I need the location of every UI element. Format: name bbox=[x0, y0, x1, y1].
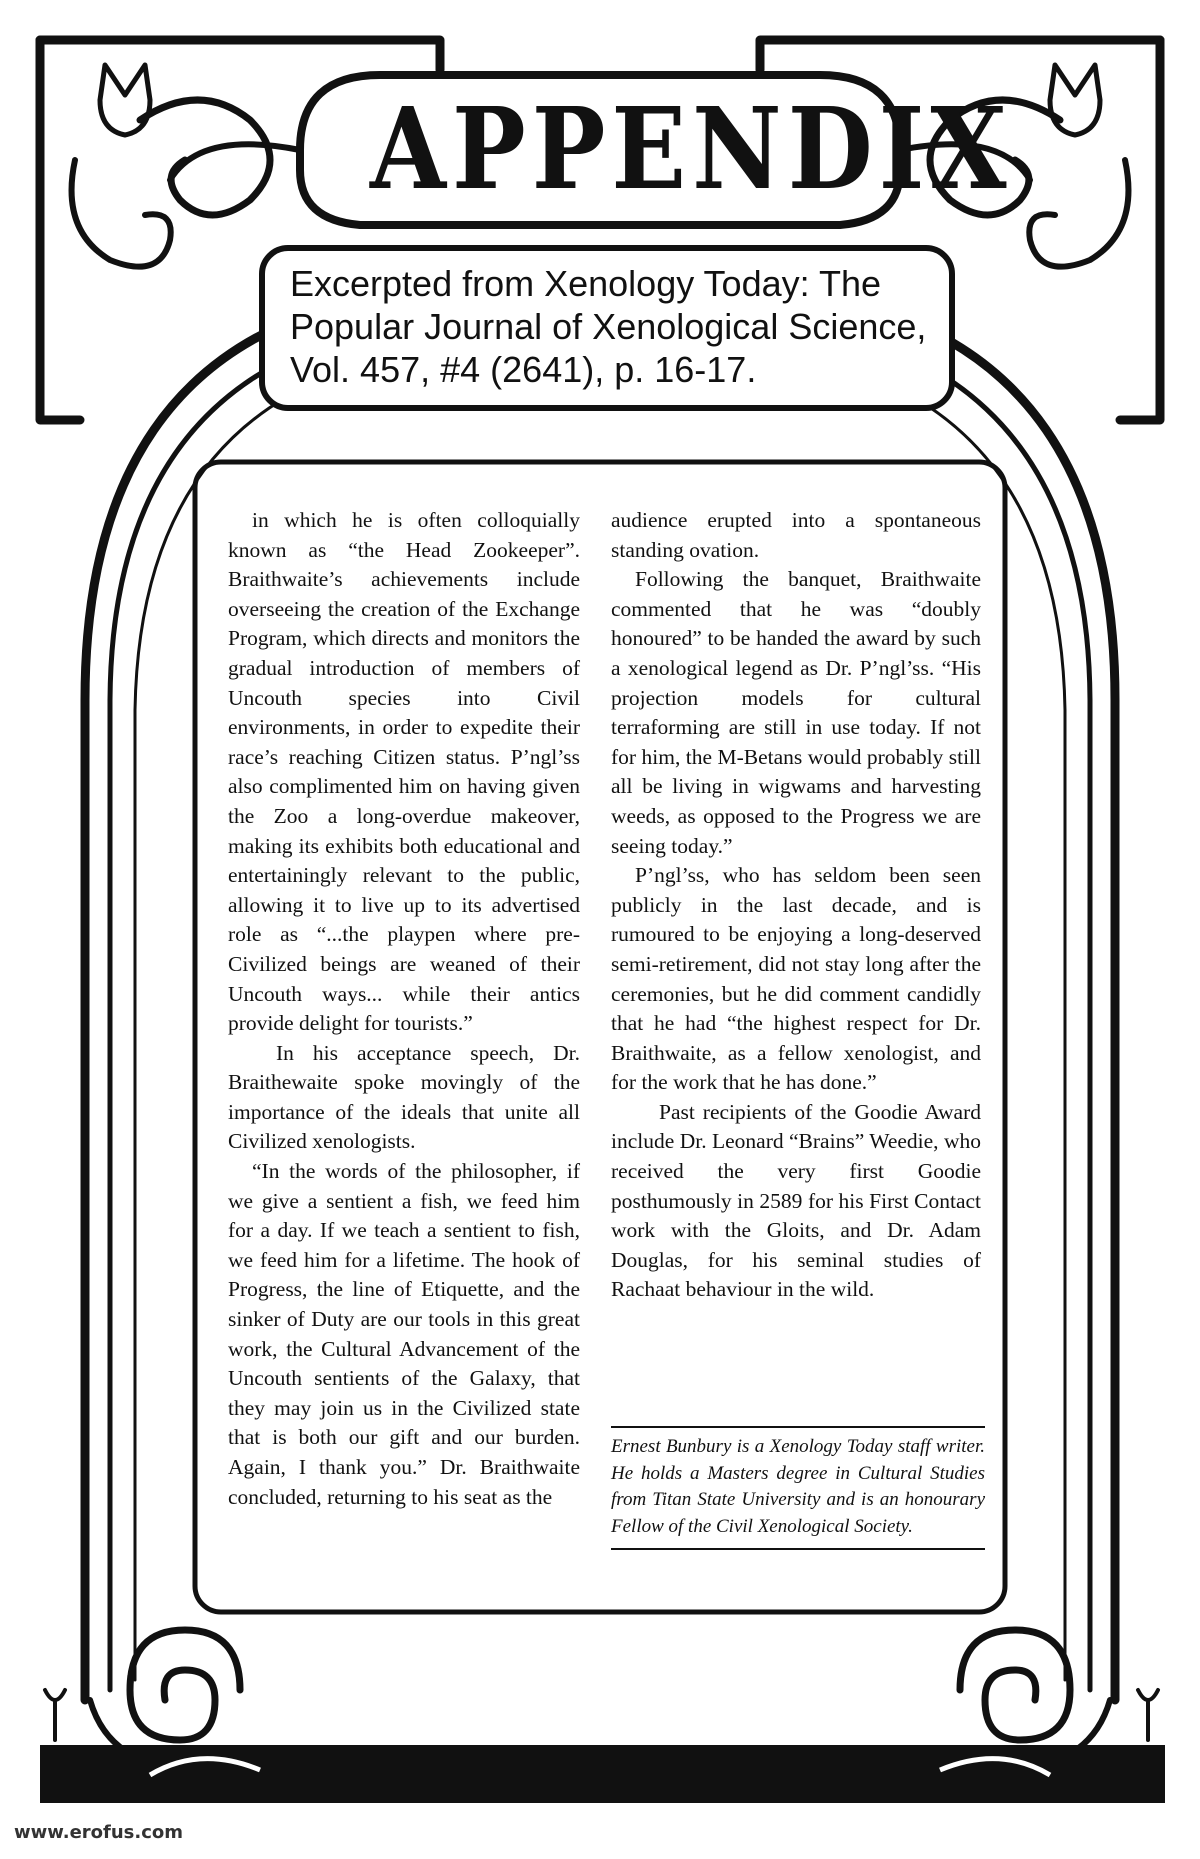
paragraph: Past recipients of the Goodie Award include Dr. Leonard “Brains” Weedie, who received the very first Goodie posthumously in 2589 for his First Contact work with the Gloits, and Dr. Adam Douglas, for his seminal studies of Rachaat behaviour in the wild. bbox=[611, 1099, 981, 1302]
paragraph: In his acceptance speech, Dr. Braithewaite spoke movingly of the importance of the ideals that unite all Civilized xenologists. bbox=[228, 1040, 580, 1154]
watermark: www.erofus.com bbox=[10, 1822, 187, 1843]
paragraph: Following the banquet, Braithwaite commented that he was “doubly honoured” to be handed the award by such a xenological legend as Dr. P’ngl’ss. “His projection models for cultural terraforming are still in use today. If not for him, the M-Betans would probably still all be living in wigwams and harvesting weeds, as opposed to the Progress we are seeing today.” bbox=[611, 567, 981, 858]
source-citation bbox=[290, 262, 950, 391]
page-title: APPENDIX bbox=[370, 83, 1013, 216]
paragraph: “In the words of the philosopher, if we give a sentient a fish, we feed him for a day. If we teach a sentient to fish, we feed him for a lifetime. The hook of Progress, the line of Etiquette, and the sinker of Duty are our tools in this great work, the Cultural Advancement of the Uncouth sentients of the Galaxy, that they may join us in the Civilized state that is both our gift and our burden. Again, I thank you.” Dr. Braithwaite concluded, returning to his seat as the bbox=[228, 1159, 580, 1509]
article-column-left bbox=[228, 506, 580, 1512]
author-bio: Ernest Bunbury is a Xenology Today staff writer. He holds a Masters degree in Cultural Studies from Titan State University and is an honourary Fellow of the Civil Xenological Society. bbox=[611, 1426, 985, 1550]
paragraph: P’ngl’ss, who has seldom been seen publicly in the last decade, and is rumoured to be enjoying a long-deserved semi-retirement, did not stay long after the ceremonies, but he did comment candidly that he had “the highest respect for Dr. Braithwaite, as a fellow xenologist, and for the work that he has done.” bbox=[611, 863, 981, 1095]
citation-line: Popular Journal of Xenological Science, bbox=[290, 306, 927, 347]
paragraph: in which he is often colloquially known as “the Head Zookeeper”. Braithwaite’s achievements include overseeing the creation of the Exchange Program, which directs and monitors the gradual introduction of members of Uncouth species into Civil environments, in order to expedite their race’s reaching Citizen status. P’ngl’ss also complimented him on having given the Zoo a long-overdue makeover, making its exhibits both educational and entertainingly relevant to the public, allowing it to live up to its advertised role as “...the playpen where pre-Civilized beings are weaned of their Uncouth ways... while their antics provide delight for tourists.” bbox=[228, 508, 580, 1036]
citation-line: Excerpted from Xenology Today: The bbox=[290, 263, 882, 304]
article-column-right bbox=[611, 506, 981, 1305]
citation-line: Vol. 457, #4 (2641), p. 16-17. bbox=[290, 349, 757, 390]
paragraph: audience erupted into a spontaneous standing ovation. bbox=[611, 508, 981, 562]
